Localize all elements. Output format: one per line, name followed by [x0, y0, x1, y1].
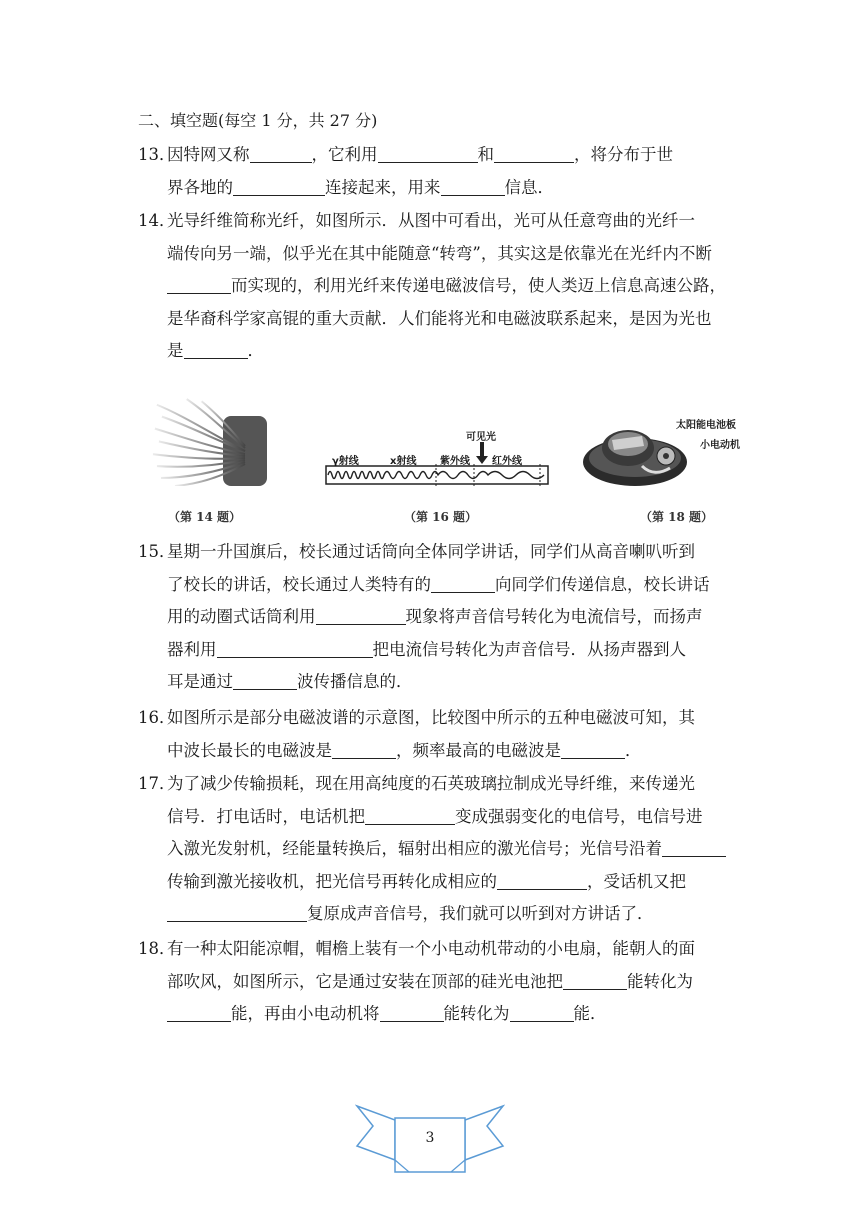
question-line: 是华裔科学家高锟的重大贡献．人们能将光和电磁波联系起来，是因为光也 [167, 308, 712, 328]
question-18 [138, 933, 738, 1031]
question-text: 信息． [504, 177, 554, 197]
answer-blank[interactable] [332, 740, 396, 759]
answer-blank[interactable] [441, 177, 505, 196]
question-text: 能转化为 [627, 971, 693, 991]
answer-blank[interactable] [167, 275, 231, 294]
answer-blank[interactable] [510, 1003, 574, 1022]
answer-blank[interactable] [316, 606, 406, 625]
answer-blank[interactable] [233, 671, 297, 690]
question-text: 用的动圈式话筒利用 [167, 607, 316, 626]
question-text: 部吹风，如图所示，它是通过安装在顶部的硅光电池把 [167, 971, 563, 991]
answer-blank[interactable] [563, 971, 627, 990]
question-14 [138, 205, 738, 368]
question-text: 传输到激光接收机，把光信号再转化成相应的 [167, 871, 497, 891]
question-line [138, 601, 738, 634]
question-line [138, 801, 738, 834]
question-text: 了校长的讲话，校长通过人类特有的 [167, 574, 431, 594]
figure-caption-14: （第 14 题） [168, 510, 242, 524]
question-line [138, 270, 738, 303]
question-text: 是 [167, 341, 184, 360]
question-text: ． [625, 740, 642, 760]
question-text: ，将分布于世 [574, 145, 673, 164]
question-text: 能，再由小电动机将 [231, 1004, 380, 1023]
question-16 [138, 702, 738, 767]
question-line: 为了减少传输损耗，现在用高纯度的石英玻璃拉制成光导纤维，来传递光 [167, 774, 695, 793]
question-text: 中波长最长的电磁波是 [167, 740, 332, 760]
question-text: 变成强弱变化的电信号，电信号进 [455, 806, 703, 826]
question-text: 向同学们传递信息，校长讲话 [495, 574, 710, 594]
question-line [138, 666, 738, 699]
answer-blank[interactable] [167, 903, 307, 922]
question-text: 界各地的 [167, 177, 233, 197]
figure-caption-18: （第 18 题） [640, 510, 714, 524]
question-line [138, 898, 738, 931]
question-text: ． [247, 341, 264, 360]
answer-blank[interactable] [167, 1003, 231, 1022]
question-line [138, 139, 738, 172]
question-text: 连接起来，用来 [325, 177, 441, 197]
question-line: 端传向另一端，似乎光在其中能随意“转弯”，其实这是依靠光在光纤内不断 [167, 243, 712, 263]
answer-blank[interactable] [217, 639, 373, 658]
question-text: 能． [573, 1004, 607, 1023]
answer-blank[interactable] [250, 144, 312, 163]
question-line [138, 998, 738, 1031]
question-text: 复原成声音信号，我们就可以听到对方讲话了． [307, 904, 654, 923]
answer-blank[interactable] [233, 177, 325, 196]
page-number: 3 [425, 1130, 435, 1146]
question-number: 16． [138, 708, 176, 727]
question-line [138, 833, 738, 866]
small-motor-label: 小电动机 [700, 440, 740, 451]
question-line [138, 966, 738, 999]
answer-blank[interactable] [365, 806, 455, 825]
solar-panel-label: 太阳能电池板 [676, 420, 736, 431]
question-text: 因特网又称 [167, 145, 250, 164]
question-text: 入激光发射机，经能量转换后，辐射出相应的激光信号；光信号沿着 [167, 839, 662, 858]
question-text: ，它利用 [311, 145, 378, 164]
question-text: ，受话机又把 [587, 871, 686, 891]
question-text: 器利用 [167, 639, 217, 659]
em-visible-light-label: 可见光 [466, 432, 496, 443]
figure-caption-16: （第 16 题） [404, 510, 478, 524]
question-line [138, 634, 738, 667]
em-uv-label: 紫外线 [440, 456, 470, 467]
question-number: 15． [138, 542, 176, 561]
question-line: 有一种太阳能凉帽，帽檐上装有一个小电动机带动的小电扇，能朝人的面 [167, 939, 695, 958]
em-xray-label: x射线 [390, 456, 417, 467]
question-text: 而实现的，利用光纤来传递电磁波信号，使人类迈上信息高速公路， [231, 276, 726, 295]
question-line [138, 569, 738, 602]
answer-blank[interactable] [431, 574, 495, 593]
question-text: 现象将声音信号转化为电流信号，而扬声 [405, 607, 703, 626]
section-title: 二、填空题(每空 1 分，共 27 分) [138, 111, 378, 130]
question-17 [138, 768, 738, 931]
question-number: 18． [138, 939, 176, 958]
answer-blank[interactable] [378, 144, 478, 163]
question-line: 如图所示是部分电磁波谱的示意图，比较图中所示的五种电磁波可知，其 [167, 708, 695, 727]
answer-blank[interactable] [184, 340, 248, 359]
question-line [138, 866, 738, 899]
question-line: 光导纤维简称光纤，如图所示．从图中可看出，光可从任意弯曲的光纤一 [167, 211, 695, 230]
question-text: 和 [477, 145, 494, 164]
question-text: 信号．打电话时，电话机把 [167, 806, 365, 826]
em-ir-label: 红外线 [492, 456, 522, 467]
question-line [138, 172, 738, 205]
question-line: 星期一升国旗后，校长通过话筒向全体同学讲话，同学们从高音喇叭听到 [167, 542, 695, 561]
em-gamma-label: γ射线 [332, 456, 359, 467]
question-text: 波传播信息的． [297, 672, 413, 691]
question-13 [138, 139, 738, 204]
question-text: 能转化为 [443, 1004, 510, 1023]
page-footer [355, 1102, 505, 1182]
answer-blank[interactable] [497, 871, 587, 890]
question-text: ，频率最高的电磁波是 [396, 740, 561, 760]
answer-blank[interactable] [380, 1003, 444, 1022]
question-text: 耳是通过 [167, 672, 233, 691]
figures-row [0, 390, 860, 530]
answer-blank[interactable] [561, 740, 625, 759]
question-number: 13． [138, 145, 176, 164]
fiber-optic-figure [145, 396, 270, 486]
question-number: 14． [138, 211, 176, 230]
question-15 [138, 536, 738, 699]
answer-blank[interactable] [662, 838, 726, 857]
question-line [138, 735, 738, 768]
question-line [138, 335, 738, 368]
answer-blank[interactable] [494, 144, 574, 163]
question-number: 17． [138, 774, 176, 793]
question-text: 把电流信号转化为声音信号．从扬声器到人 [372, 639, 686, 659]
